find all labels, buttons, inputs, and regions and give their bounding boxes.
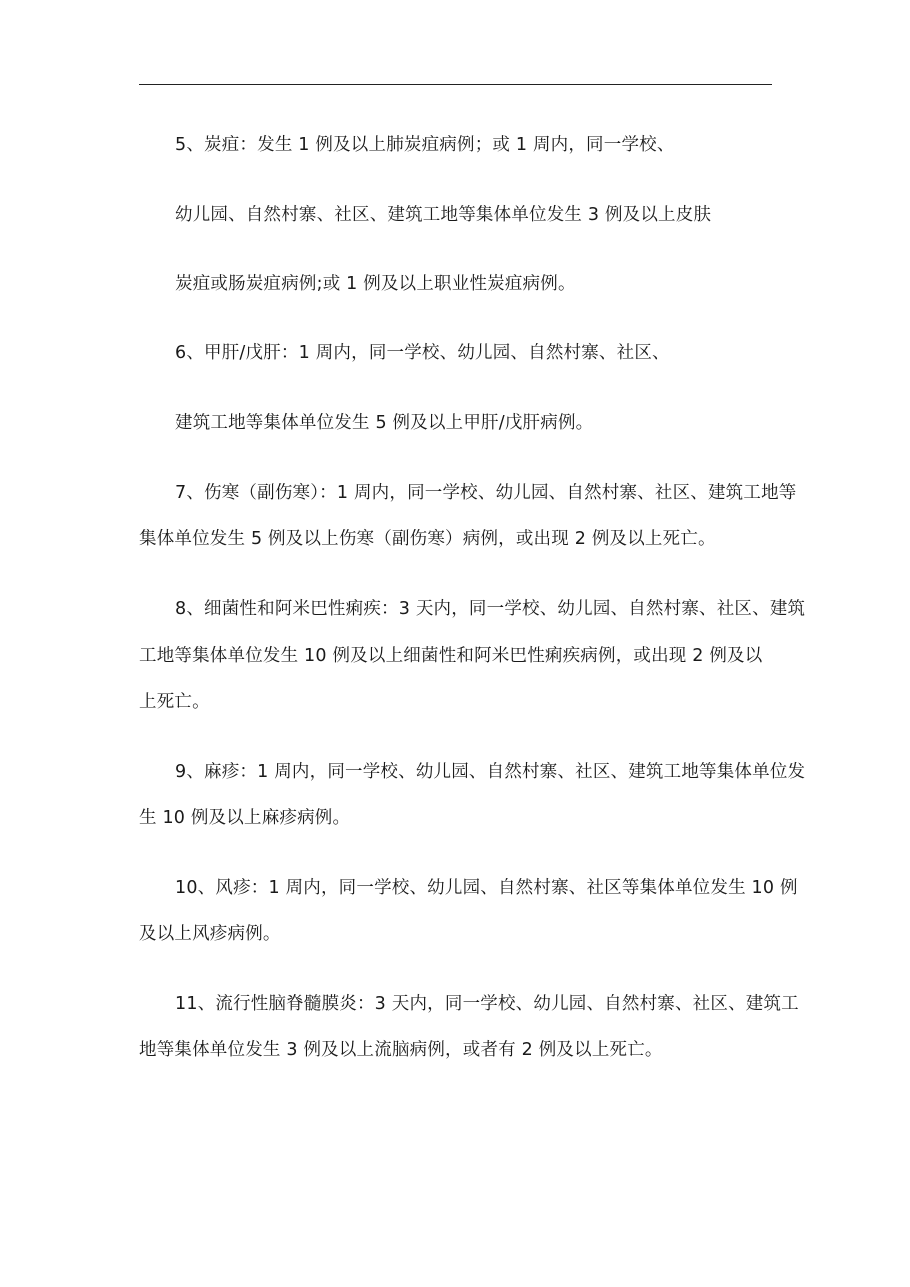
text-line: 8、细菌性和阿米巴性痢疾：3 天内，同一学校、幼儿园、自然村寨、社区、建筑 bbox=[175, 599, 806, 619]
text-line: 7、伤寒（副伤寒）：1 周内，同一学校、幼儿园、自然村寨、社区、建筑工地等 bbox=[175, 483, 797, 503]
text-line: 及以上风疹病例。 bbox=[139, 924, 281, 944]
text-line: 炭疽或肠炭疽病例;或 1 例及以上职业性炭疽病例。 bbox=[175, 274, 576, 294]
text-line: 幼儿园、自然村寨、社区、建筑工地等集体单位发生 3 例及以上皮肤 bbox=[175, 205, 712, 225]
text-line: 上死亡。 bbox=[139, 692, 210, 712]
text-line: 地等集体单位发生 3 例及以上流脑病例，或者有 2 例及以上死亡。 bbox=[139, 1040, 663, 1060]
text-line: 10、风疹：1 周内，同一学校、幼儿园、自然村寨、社区等集体单位发生 10 例 bbox=[175, 878, 798, 898]
text-line: 6、甲肝/戊肝：1 周内，同一学校、幼儿园、自然村寨、社区、 bbox=[175, 343, 670, 363]
text-line: 生 10 例及以上麻疹病例。 bbox=[139, 808, 351, 828]
text-line: 5、炭疽：发生 1 例及以上肺炭疽病例；或 1 周内，同一学校、 bbox=[175, 135, 675, 155]
text-line: 工地等集体单位发生 10 例及以上细菌性和阿米巴性痢疾病例，或出现 2 例及以 bbox=[139, 646, 763, 666]
text-line: 集体单位发生 5 例及以上伤寒（副伤寒）病例，或出现 2 例及以上死亡。 bbox=[139, 529, 716, 549]
text-line: 9、麻疹：1 周内，同一学校、幼儿园、自然村寨、社区、建筑工地等集体单位发 bbox=[175, 762, 806, 782]
header-rule bbox=[139, 84, 772, 85]
text-line: 11、流行性脑脊髓膜炎：3 天内，同一学校、幼儿园、自然村寨、社区、建筑工 bbox=[175, 994, 799, 1014]
text-line: 建筑工地等集体单位发生 5 例及以上甲肝/戊肝病例。 bbox=[175, 413, 594, 433]
